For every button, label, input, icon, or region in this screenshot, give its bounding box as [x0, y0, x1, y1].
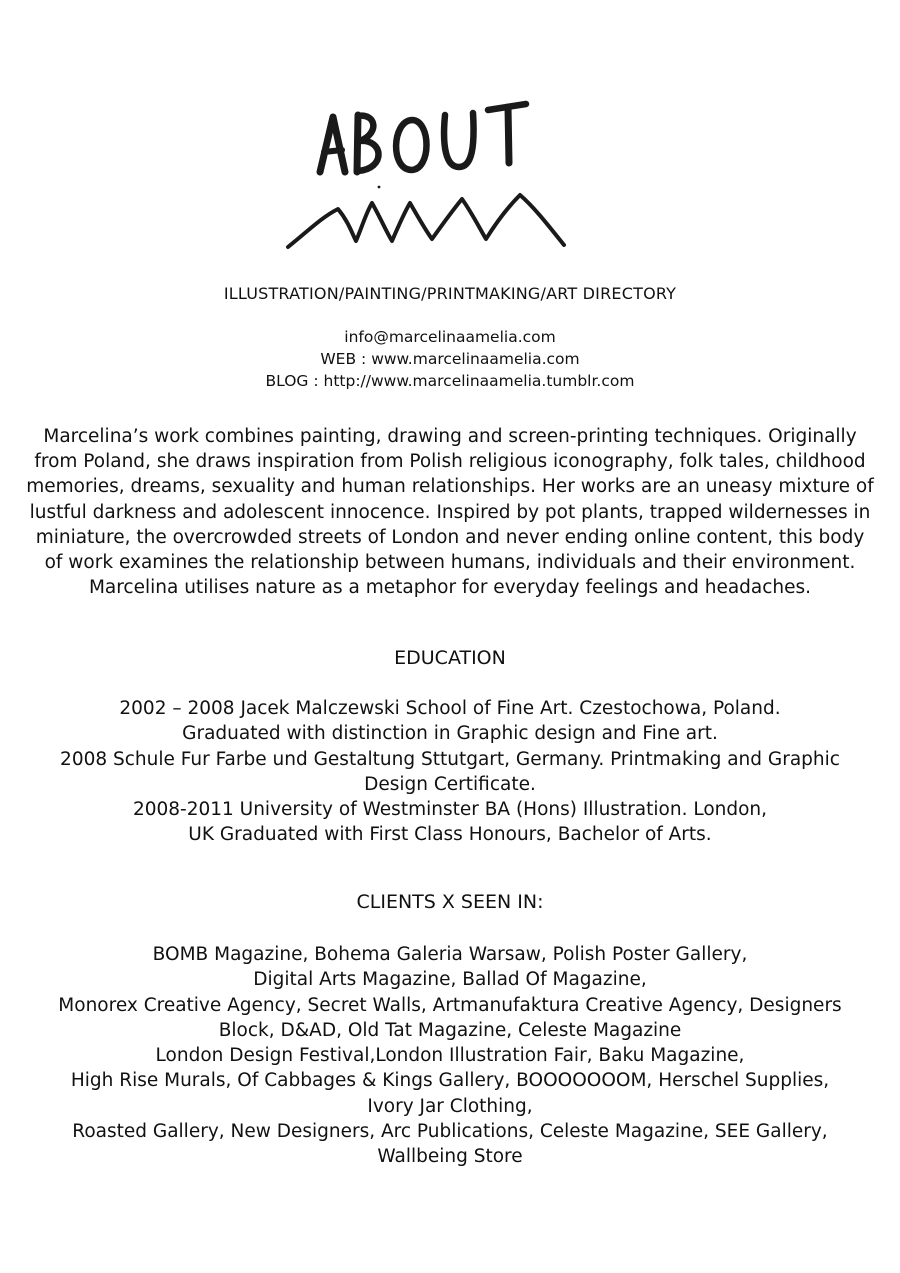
clients-line: Monorex Creative Agency, Secret Walls, Artmanufaktura Creative Agency, Designers	[58, 994, 842, 1016]
education-heading: EDUCATION	[394, 647, 506, 669]
education-line: 2008-2011 University of Westminster BA (Hons) Illustration. London,	[132, 799, 768, 821]
contact-block	[0, 326, 900, 392]
clients-line: Digital Arts Magazine, Ballad Of Magazine,	[253, 969, 647, 991]
clients-line: High Rise Murals, Of Cabbages & Kings Gallery, BOOOOOOOM, Herschel Supplies,	[70, 1070, 830, 1092]
clients-heading: CLIENTS X SEEN IN:	[356, 891, 544, 913]
clients-line: London Design Festival,London Illustration Fair, Baku Magazine,	[155, 1045, 745, 1067]
about-logo	[280, 95, 580, 265]
education-line: 2008 Schule Fur Farbe und Gestaltung Sttutgart, Germany. Printmaking and Graphic	[60, 748, 840, 770]
clients-list	[0, 942, 900, 1170]
bio-line: lustful darkness and adolescent innocence. Inspired by pot plants, trapped wildernesses in	[29, 501, 871, 523]
bio-paragraph	[0, 424, 900, 600]
discipline-tagline: ILLUSTRATION/PAINTING/PRINTMAKING/ART DIRECTORY	[223, 284, 677, 303]
email-link[interactable]: info@marcelinaamelia.com	[344, 328, 556, 346]
clients-line: Roasted Gallery, New Designers, Arc Publications, Celeste Magazine, SEE Gallery,	[72, 1121, 828, 1143]
clients-line: BOMB Magazine, Bohema Galeria Warsaw, Polish Poster Gallery,	[152, 944, 748, 965]
bio-line: Marcelina utilises nature as a metaphor for everyday feelings and headaches.	[88, 577, 812, 599]
bio-line: miniature, the overcrowded streets of London and never ending online content, this body	[35, 526, 865, 548]
education-list	[0, 696, 900, 848]
bio-line: of work examines the relationship between humans, individuals and their environment.	[44, 551, 856, 573]
clients-line: Block, D&AD, Old Tat Magazine, Celeste Magazine	[218, 1019, 682, 1041]
clients-line: Wallbeing Store	[377, 1146, 523, 1168]
bio-line: from Poland, she draws inspiration from Polish religious iconography, folk tales, childhood	[34, 451, 866, 473]
website-link[interactable]: WEB : www.marcelinaamelia.com	[320, 350, 580, 368]
education-line: Graduated with distinction in Graphic design and Fine art.	[182, 723, 718, 745]
clients-line: Ivory Jar Clothing,	[367, 1095, 533, 1117]
education-line: Design Certificate.	[364, 773, 536, 795]
education-line: UK Graduated with First Class Honours, Bachelor of Arts.	[188, 824, 712, 846]
blog-link[interactable]: BLOG : http://www.marcelinaamelia.tumblr.com	[265, 372, 635, 390]
bio-line: memories, dreams, sexuality and human relationships. Her works are an uneasy mixture of	[26, 476, 874, 498]
education-line: 2002 – 2008 Jacek Malczewski School of Fine Art. Czestochowa, Poland.	[119, 698, 781, 719]
bio-line: Marcelina’s work combines painting, drawing and screen-printing techniques. Originally	[43, 426, 857, 447]
